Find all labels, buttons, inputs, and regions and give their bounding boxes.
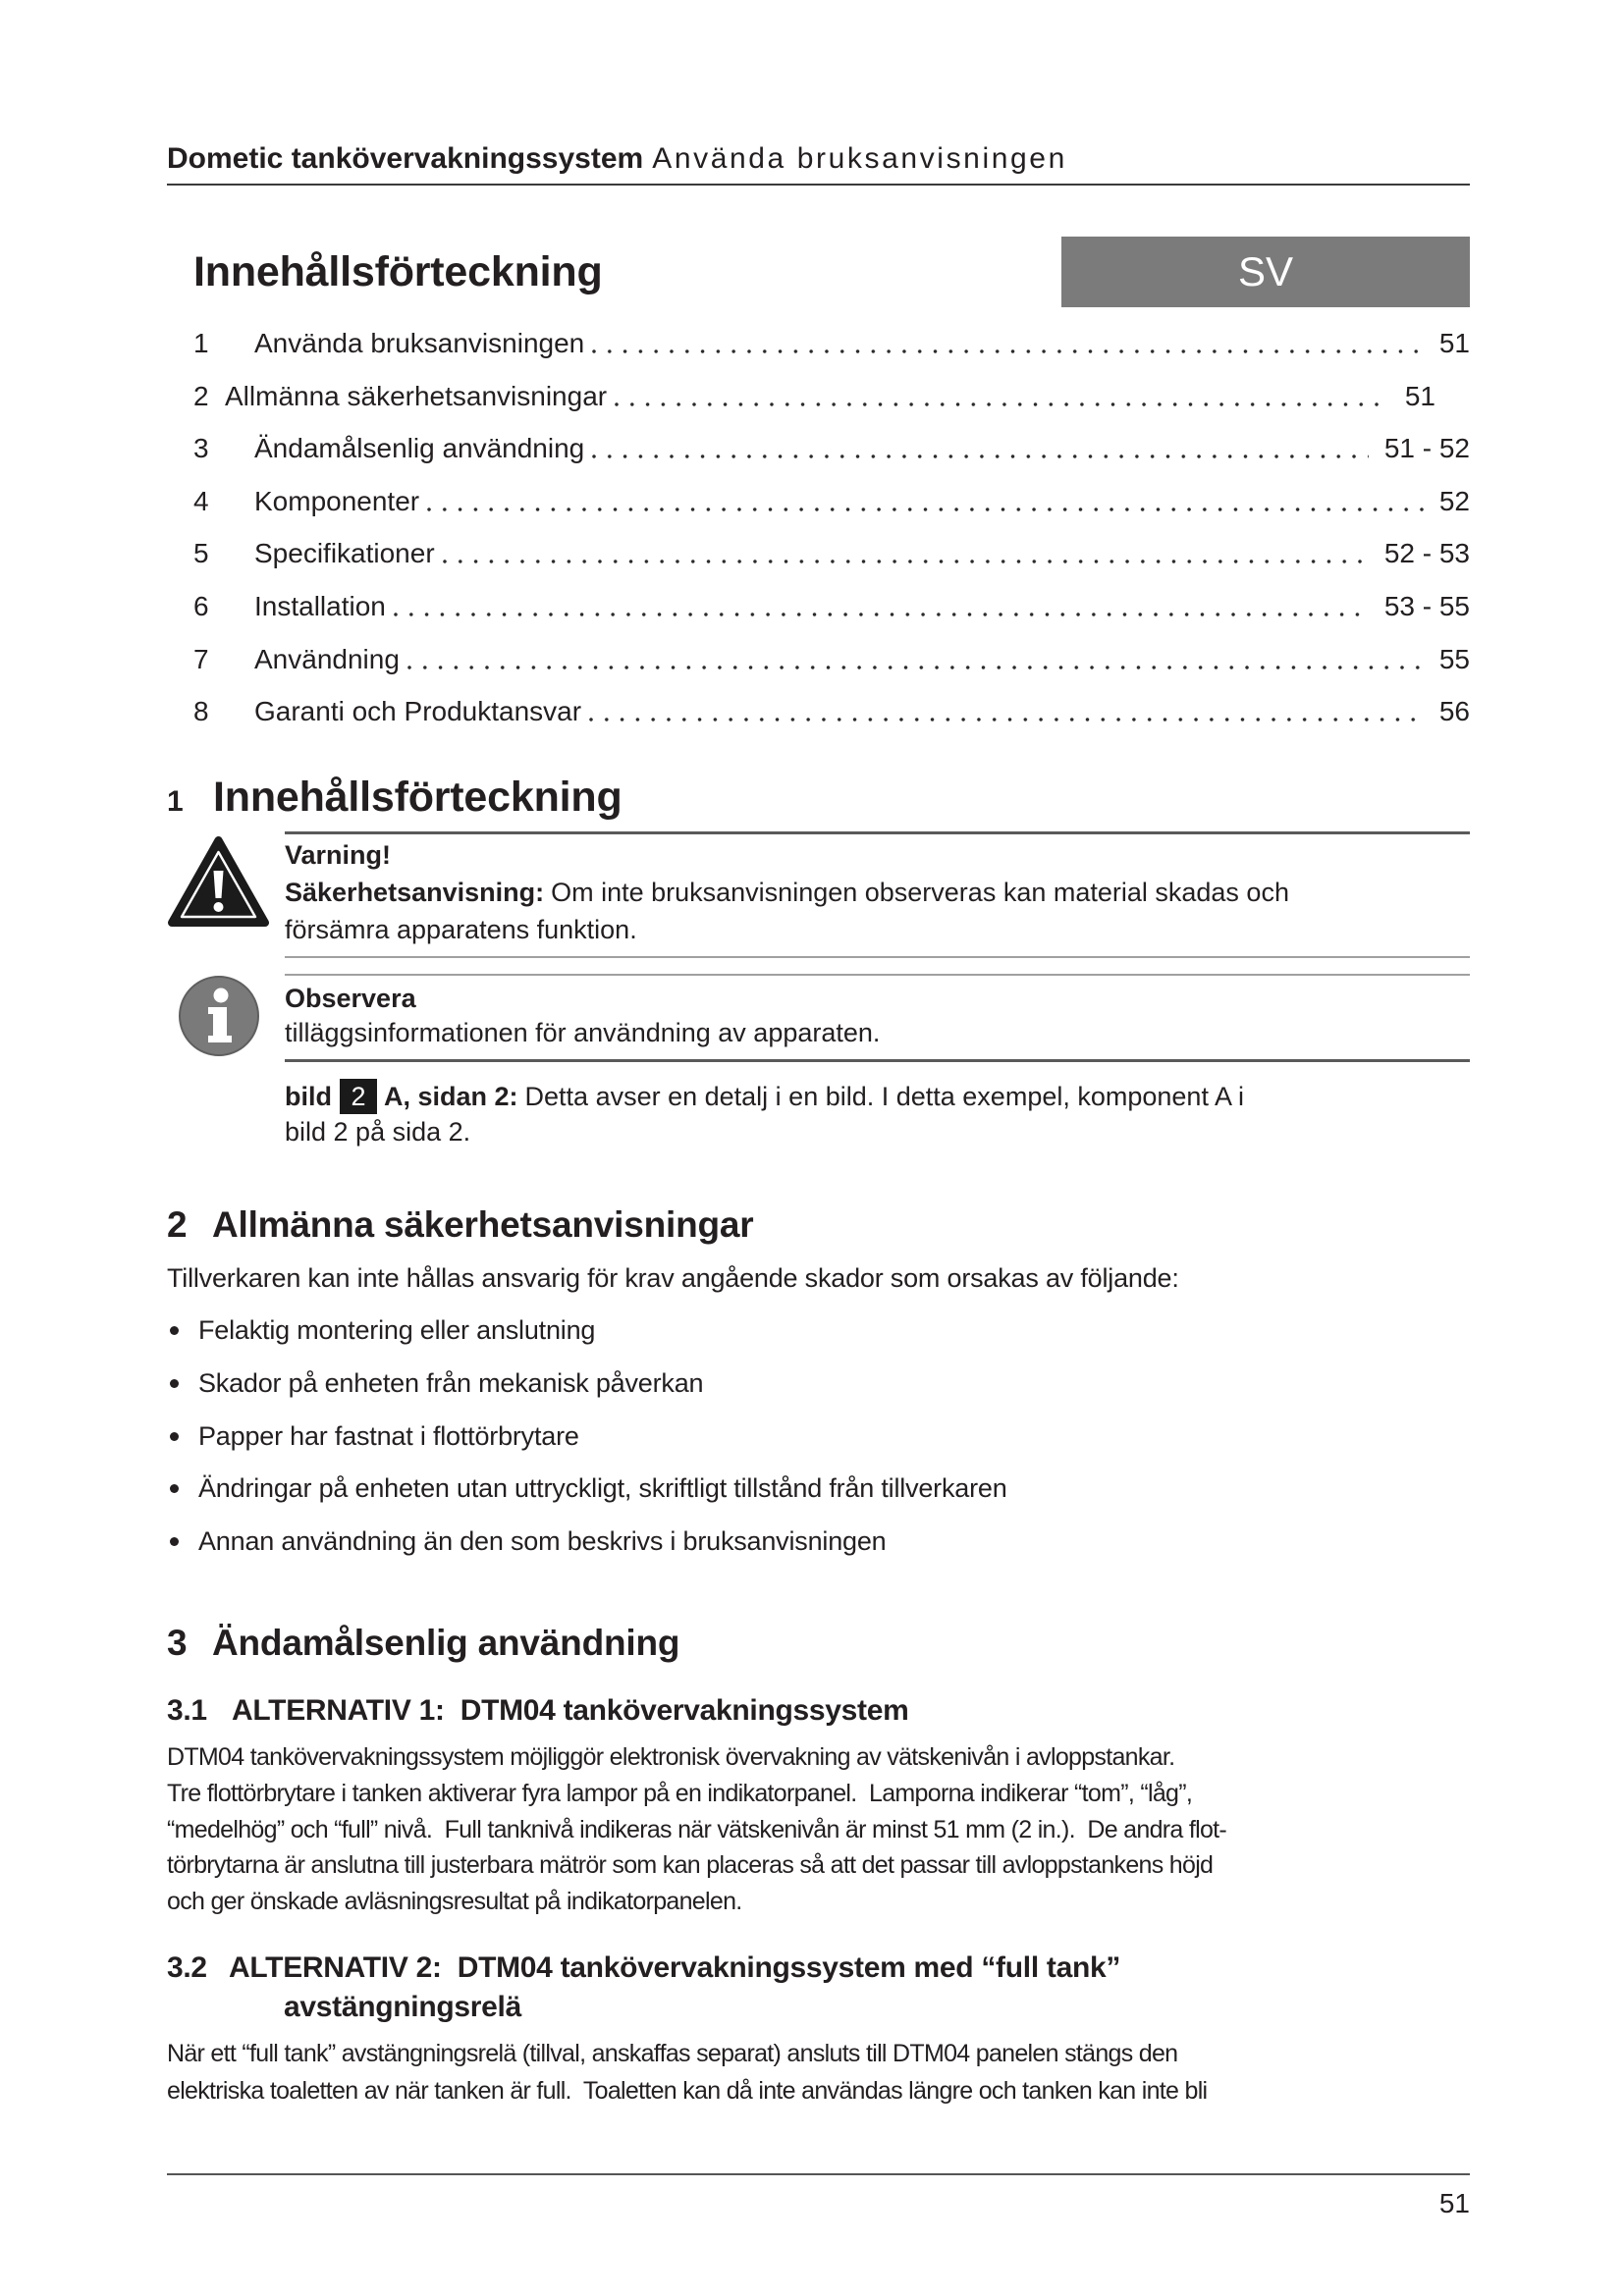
toc-entry	[193, 485, 1470, 538]
toc-entry	[193, 590, 1470, 643]
section-number: 3	[167, 1623, 188, 1663]
toc-entry-number: 4	[193, 485, 209, 516]
list-item	[167, 1313, 1470, 1366]
info-icon	[178, 975, 260, 1057]
figure-reference-text: Detta avser en detalj i en bild. I detta exempel, komponent A i	[524, 1082, 1244, 1111]
toc-entry-number: 7	[193, 643, 209, 674]
toc-entry-page: 52	[1438, 485, 1470, 516]
figure-reference: A, sidan 2:	[384, 1082, 518, 1111]
list-item	[167, 1366, 1470, 1419]
subsection-3-1-paragraph	[167, 1739, 1226, 1920]
toc-leader-dots	[615, 380, 1389, 413]
toc-leader-dots	[589, 695, 1424, 728]
toc-entry	[193, 380, 1470, 433]
paragraph-line: törbrytarna är anslutna till justerbara mätrör som kan placeras så att det passar till avloppstankens höjd	[167, 1851, 1214, 1880]
header-product-name: Dometic tankövervakningssystem	[167, 142, 644, 175]
toc-entry-page: 53 - 55	[1383, 590, 1470, 621]
toc-leader-dots	[427, 485, 1424, 518]
bullet-icon	[170, 1326, 179, 1335]
toc-entry-number: 8	[193, 696, 209, 727]
warning-title: Varning!	[285, 840, 392, 870]
paragraph-line: elektriska toaletten av när tanken är full. Toaletten kan då inte användas längre och tanken kan inte bli	[167, 2077, 1208, 2105]
toc-entry-number: 5	[193, 538, 209, 569]
toc-entry-number: 1	[193, 328, 209, 358]
toc-title: Innehållsförteckning	[193, 248, 603, 295]
toc-entry-title: Specifikationer	[254, 538, 435, 569]
paragraph-line: DTM04 tankövervakningssystem möjliggör elektronisk övervakning av vätskenivån i avloppstankar.	[167, 1743, 1175, 1771]
subsection-title: ALTERNATIV 2: DTM04 tankövervakningssystem med “full tank”	[229, 1951, 1121, 1984]
section-number: 1	[167, 785, 184, 818]
toc-entry-number: 3	[193, 433, 209, 464]
note-title: Observera	[285, 984, 416, 1013]
bullet-icon	[170, 1537, 179, 1546]
subsection-title: ALTERNATIV 1: DTM04 tankövervakningssystem	[232, 1694, 909, 1727]
toc-entry-title: Allmänna säkerhetsanvisningar	[225, 380, 608, 411]
paragraph-line: Tre flottörbrytare i tanken aktiverar fyra lampor på en indikatorpanel. Lamporna indikerar “tom”, “låg”,	[167, 1779, 1193, 1807]
toc-entry-page: 56	[1438, 696, 1470, 727]
toc-entry	[193, 537, 1470, 590]
list-item	[167, 1471, 1470, 1524]
list-item	[167, 1524, 1470, 1577]
warning-block	[285, 836, 1289, 948]
toc-entry-title: Använda bruksanvisningen	[254, 328, 585, 358]
toc-entry	[193, 643, 1470, 696]
toc-leader-dots	[592, 432, 1369, 465]
subsection-3-2-heading	[167, 1949, 1120, 1988]
paragraph-line: och ger önskade avläsningsresultat på indikatorpanelen.	[167, 1888, 742, 1916]
toc-entry-title: Garanti och Produktansvar	[254, 696, 582, 727]
paragraph-line: När ett “full tank” avstängningsrelä (tillval, anskaffas separat) ansluts till DTM04 panelen stängs den	[167, 2040, 1178, 2067]
toc-entry-number: 6	[193, 590, 209, 621]
figure-reference-line: bild 2 på sida 2.	[285, 1117, 471, 1147]
list-item-text: Papper har fastnat i flottörbrytare	[198, 1420, 579, 1451]
toc-entry-page: 55	[1438, 643, 1470, 674]
language-badge: SV	[1061, 237, 1470, 307]
footer-rule	[167, 2173, 1470, 2175]
section-1-heading	[167, 772, 623, 828]
bullet-icon	[170, 1379, 179, 1388]
bullet-icon	[170, 1484, 179, 1493]
subsection-number: 3.2	[167, 1951, 207, 1984]
toc-leader-dots	[407, 643, 1424, 676]
note-block	[285, 982, 880, 1050]
subsection-3-1-heading	[167, 1693, 909, 1729]
toc-entry-page: 51 - 52	[1383, 433, 1470, 464]
toc-entry	[193, 695, 1470, 748]
toc-leader-dots	[394, 590, 1369, 623]
warning-top-rule	[285, 831, 1470, 834]
bullet-icon	[170, 1432, 179, 1441]
subsection-number: 3.1	[167, 1694, 207, 1727]
header-rule	[167, 184, 1470, 186]
toc-entry	[193, 432, 1470, 485]
section-3-heading	[167, 1621, 679, 1666]
list-item-text: Annan användning än den som beskrivs i bruksanvisningen	[198, 1526, 887, 1557]
toc-entry-title: Installation	[254, 590, 386, 621]
list-item	[167, 1419, 1470, 1472]
figure-label: bild	[285, 1082, 332, 1111]
table-of-contents	[193, 327, 1470, 748]
subsection-title-continuation: avstängningsrelä	[284, 1991, 521, 2023]
section-title: Allmänna säkerhetsanvisningar	[212, 1204, 754, 1245]
liability-list	[167, 1313, 1470, 1577]
section-number: 2	[167, 1204, 188, 1245]
toc-entry-title: Ändamålsenlig användning	[254, 433, 585, 464]
section-title: Innehållsförteckning	[213, 774, 623, 821]
warning-triangle-icon	[167, 835, 270, 928]
header-chapter-name: Använda bruksanvisningen	[652, 142, 1067, 175]
toc-entry-title: Komponenter	[254, 485, 420, 516]
toc-entry-page: 52 - 53	[1383, 538, 1470, 569]
running-header	[167, 141, 1067, 177]
warning-line: försämra apparatens funktion.	[285, 915, 637, 944]
list-item-text: Ändringar på enheten utan uttryckligt, skriftligt tillstånd från tillverkaren	[198, 1473, 1007, 1504]
warning-text: Om inte bruksanvisningen observeras kan material skadas och	[551, 878, 1289, 907]
figure-reference-explanation	[285, 1079, 1244, 1149]
warning-line	[285, 874, 1289, 911]
toc-entry-title: Användning	[254, 643, 400, 674]
subsection-3-2-paragraph	[167, 2035, 1207, 2109]
section-title: Ändamålsenlig användning	[212, 1623, 680, 1663]
warning-bottom-rule	[285, 956, 1470, 958]
list-item-text: Skador på enheten från mekanisk påverkan	[198, 1367, 704, 1398]
section-2-heading	[167, 1202, 753, 1248]
paragraph-line: “medelhög” och “full” nivå. Full tanknivå indikeras när vätskenivån är minst 51 mm (2 in.). De andra flot-	[167, 1815, 1227, 1843]
toc-leader-dots	[592, 327, 1424, 360]
page-number: 51	[1438, 2188, 1470, 2218]
note-top-rule	[285, 974, 1470, 976]
warning-label: Säkerhetsanvisning:	[285, 878, 545, 907]
toc-leader-dots	[443, 537, 1369, 570]
toc-entry-page: 51	[1438, 328, 1470, 358]
toc-entry-number: 2	[193, 380, 209, 411]
note-text: tilläggsinformationen för användning av apparaten.	[285, 1018, 881, 1047]
toc-entry-page: 51	[1404, 380, 1435, 411]
figure-reference-line	[285, 1079, 1244, 1114]
list-item-text: Felaktig montering eller anslutning	[198, 1315, 596, 1345]
liability-intro: Tillverkaren kan inte hållas ansvarig för krav angående skador som orsakas av följande:	[167, 1263, 1179, 1293]
toc-entry	[193, 327, 1470, 380]
figure-number-box: 2	[340, 1079, 377, 1114]
note-bottom-rule	[285, 1059, 1470, 1062]
